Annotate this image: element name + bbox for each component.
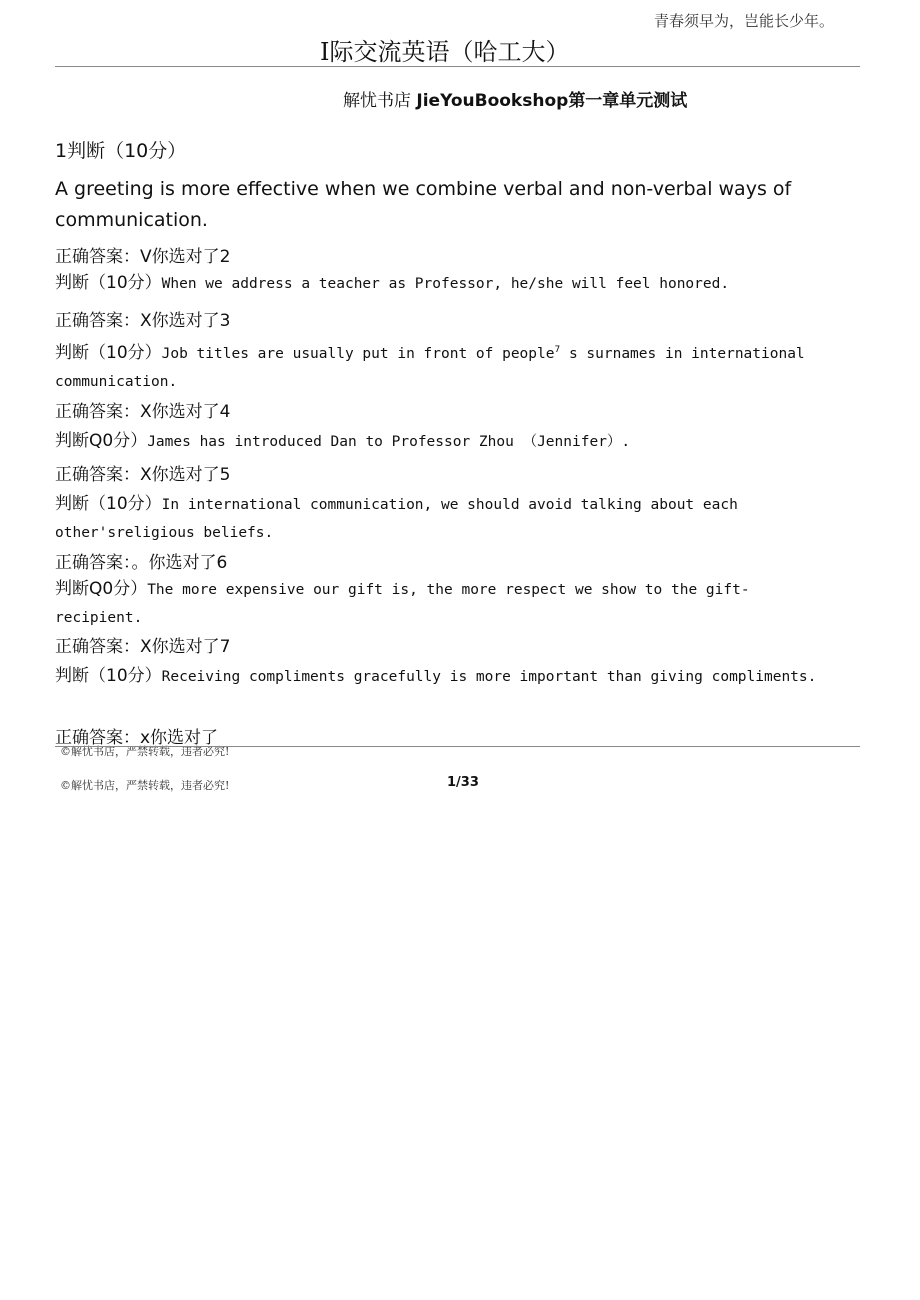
question-1-text: A greeting is more effective when we combine verbal and non-verbal ways of communication. [55,178,792,231]
page-title: Ⅰ际交流英语（哈工大） [320,38,570,66]
question-2-prefix: 判断（10分） [55,273,162,293]
question-2 [55,270,825,298]
question-7 [55,663,825,691]
question-3 [55,337,825,396]
question-2-answer: 正确答案：X你选对了3 [55,311,231,331]
question-6-text: The more expensive our gift is, the more respect we show to the gift-recipient. [55,582,750,626]
question-5 [55,491,825,547]
question-5-prefix: 判断（10分） [55,494,162,514]
footer-divider [55,746,860,747]
question-6 [55,576,825,632]
question-6-prefix: 判断Q0分） [55,579,148,599]
question-4-answer: 正确答案：X你选对了5 [55,465,231,485]
subtitle-shop: 解忧书店 [343,91,417,111]
question-4-prefix: 判断Q0分） [55,431,148,451]
question-5-answer: 正确答案：。你选对了6 [55,553,228,573]
header-motto: 青春须早为，岂能长少年。 [654,12,835,30]
question-4-text: James has introduced Dan to Professor Zhou （Jennifer）. [147,434,631,450]
section-heading: 1判断（10分） [55,140,187,162]
page-number: 1/33 [447,775,479,790]
question-7-text: Receiving compliments gracefully is more important than giving compliments. [161,669,817,685]
question-5-text: In international communication, we should avoid talking about each other'sreligious beliefs. [55,497,738,541]
question-6-answer: 正确答案：X你选对了7 [55,637,231,657]
question-3-text-a: Job titles are usually put in front of people [161,346,555,362]
footer-copyright: ©解忧书店，严禁转载，违者必究! [60,779,230,792]
subtitle-brand: JieYouBookshop [416,91,569,111]
question-3-text-b: s surnames in international communication. [55,346,805,390]
question-1-answer: 正确答案：V你选对了2 [55,247,231,267]
question-4 [55,428,825,456]
question-7-answer: 正确答案：x你选对了 [55,728,219,748]
question-3-sup: 7 [554,345,561,355]
question-2-text: When we address a teacher as Professor, he/she will feel honored. [161,276,730,292]
subtitle-chapter: 第一章单元测试 [568,91,688,111]
question-7-prefix: 判断（10分） [55,666,162,686]
footer-copyright-top: ©解忧书店，严禁转载，违者必究! [60,745,230,758]
question-3-answer: 正确答案：X你选对了4 [55,402,231,422]
header-divider [55,66,860,67]
subtitle [343,86,687,111]
question-3-prefix: 判断（10分） [55,343,162,363]
